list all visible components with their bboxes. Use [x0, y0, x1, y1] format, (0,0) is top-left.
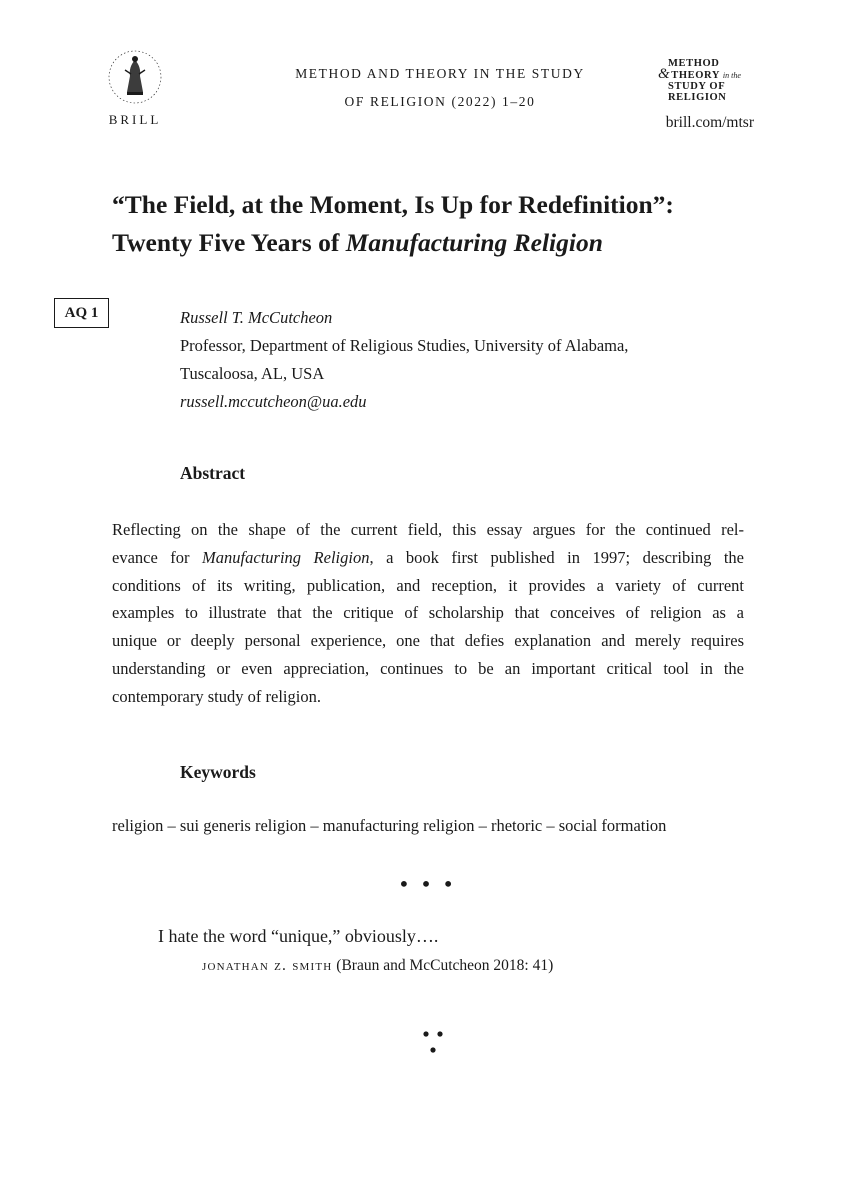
keywords-list: religion – sui generis religion – manufacturing religion – rhetoric – social formation	[112, 816, 667, 835]
abstract-line: Reflecting on the shape of the current field, this essay argues for the continued rel-	[112, 520, 744, 539]
journal-logo-line: STUDY OF	[668, 81, 726, 92]
journal-logo-line: METHOD	[668, 58, 720, 69]
publisher-name: BRILL	[108, 112, 162, 127]
author-block	[180, 304, 740, 416]
abstract-book-name: Manufacturing Religion	[202, 547, 370, 567]
author-email-link[interactable]: russell.mccutcheon@ua.edu	[180, 392, 367, 411]
journal-header-line: METHOD AND THEORY IN THE STUDY	[295, 66, 585, 81]
journal-logo-in-the: in the	[722, 71, 741, 80]
abstract-line: examples to illustrate that the critique of scholarship that conceives of religion as a	[112, 603, 744, 623]
author-affiliation: Professor, Department of Religious Studies, University of Alabama,	[180, 336, 629, 355]
brill-emblem-icon	[105, 48, 165, 106]
abstract-line	[112, 544, 744, 572]
journal-logo-ampersand: &	[658, 66, 671, 82]
epigraph-quote: I hate the word “unique,” obviously….	[158, 926, 439, 946]
title-book-name: Manufacturing Religion	[345, 228, 603, 257]
abstract-line-suffix: , a book first published in 1997; describing the	[369, 547, 744, 567]
title-line	[112, 224, 772, 262]
epigraph-author: jonathan z. smith	[202, 957, 333, 974]
journal-logo	[658, 58, 754, 103]
section-separator: • • •	[397, 872, 457, 896]
publisher-logo	[100, 48, 170, 128]
abstract-line: unique or deeply personal experience, one that defies explanation and merely requires	[112, 631, 744, 651]
keywords-heading: Keywords	[180, 762, 256, 782]
abstract-heading: Abstract	[180, 463, 246, 483]
abstract-line: contemporary study of religion.	[112, 686, 321, 706]
journal-header-line: OF RELIGION (2022) 1–20	[344, 94, 536, 109]
abstract-text	[112, 516, 744, 711]
abstract-line-prefix: evance for	[112, 547, 203, 567]
author-name: Russell T. McCutcheon	[180, 308, 333, 327]
title-line-prefix: Twenty Five Years of	[112, 228, 346, 257]
epigraph-citation: (Braun and McCutcheon 2018: 41)	[332, 957, 554, 974]
journal-logo-line	[658, 66, 754, 82]
author-query-badge[interactable]: AQ 1	[54, 298, 109, 328]
epigraph-attribution	[202, 957, 553, 975]
journal-running-header	[250, 60, 630, 116]
journal-url-link[interactable]: brill.com/mtsr	[665, 114, 754, 131]
triple-dot-ornament-icon	[418, 1028, 448, 1056]
journal-logo-theory: THEORY	[671, 70, 720, 81]
abstract-line: conditions of its writing, publication, and reception, it provides a variety of current	[112, 575, 744, 595]
journal-logo-line: RELIGION	[668, 92, 727, 103]
article-title	[112, 186, 772, 262]
title-line: “The Field, at the Moment, Is Up for Redefinition”:	[112, 190, 674, 219]
author-affiliation: Tuscaloosa, AL, USA	[180, 364, 325, 383]
abstract-line: understanding or even appreciation, continues to be an important critical tool in the	[112, 658, 744, 678]
